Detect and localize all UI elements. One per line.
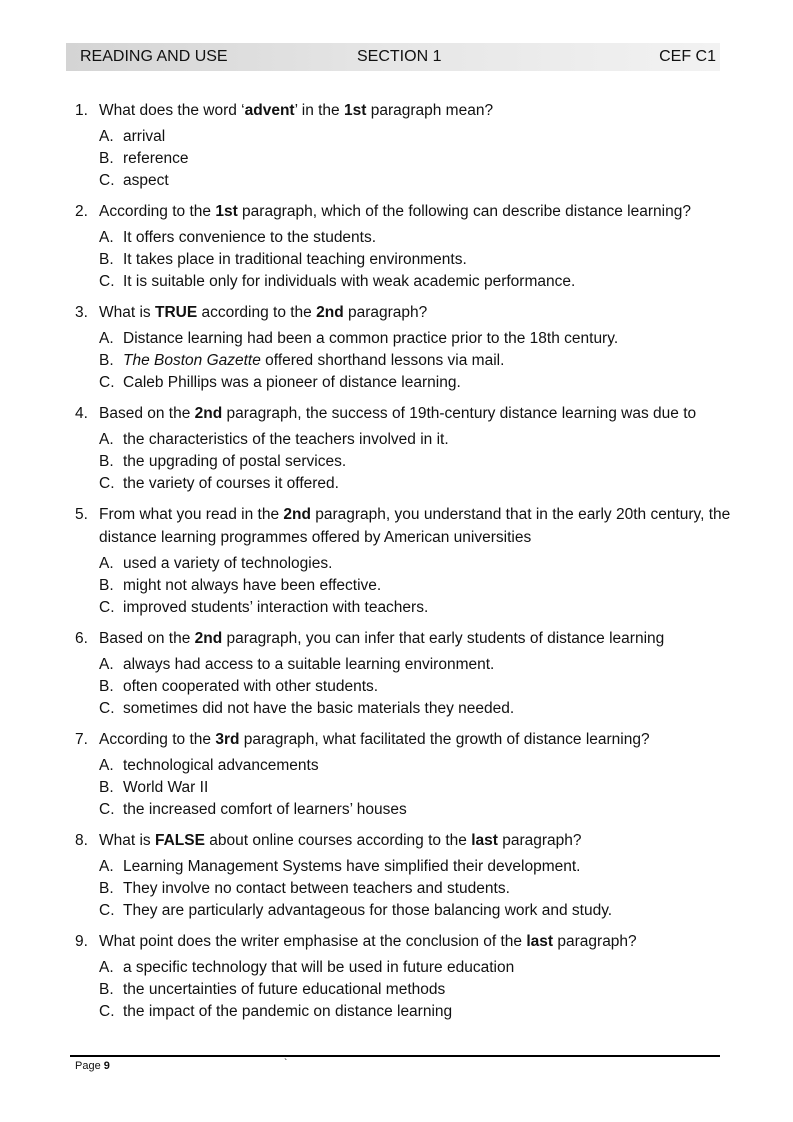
question-text-segment: FALSE (154, 832, 205, 849)
option-text-segment: the upgrading of postal services. (123, 453, 347, 470)
option-text (123, 372, 461, 394)
option-a (99, 654, 735, 676)
option-text-segment: technological advancements (123, 757, 319, 774)
option-letter: C. (99, 374, 115, 391)
option-text-segment: Learning Management Systems have simplified their development. (123, 858, 581, 875)
question-line (75, 301, 735, 324)
question-text-segment: paragraph, what facilitated the growth of distance learning? (239, 731, 650, 748)
question-number: 6. (75, 630, 88, 647)
options (99, 654, 735, 720)
question-2 (75, 200, 735, 293)
option-b (99, 777, 735, 799)
question-text-segment: paragraph, you understand that in the early 20th century, the distance learning programmes offered by American universities (99, 506, 731, 546)
option-letter: B. (99, 150, 114, 167)
option-letter: B. (99, 251, 114, 268)
option-letter: C. (99, 902, 115, 919)
question-text-segment: What point does the writer emphasise at the conclusion of the (99, 933, 527, 950)
option-letter: C. (99, 475, 115, 492)
option-a (99, 755, 735, 777)
question-line (75, 627, 735, 650)
option-letter: B. (99, 453, 114, 470)
option-b (99, 575, 735, 597)
option-text-segment: used a variety of technologies. (123, 555, 333, 572)
page-label: Page (75, 1060, 101, 1072)
option-text-segment: It is suitable only for individuals with weak academic performance. (123, 273, 576, 290)
option-c (99, 170, 735, 192)
option-text (123, 429, 449, 451)
option-a (99, 429, 735, 451)
option-b (99, 878, 735, 900)
option-letter: A. (99, 555, 114, 572)
option-a (99, 126, 735, 148)
option-c (99, 799, 735, 821)
question-text-segment: 1st (215, 203, 238, 220)
option-text-segment: often cooperated with other students. (123, 678, 379, 695)
option-a (99, 328, 735, 350)
option-a (99, 227, 735, 249)
option-c (99, 372, 735, 394)
option-letter: B. (99, 981, 114, 998)
option-text (123, 473, 339, 495)
option-text (123, 878, 510, 900)
question-line (75, 99, 735, 122)
question-line (75, 930, 735, 953)
question-number: 5. (75, 506, 88, 523)
option-text-segment: might not always have been effective. (123, 577, 382, 594)
header-right: CEF C1 (659, 48, 716, 65)
option-letter: B. (99, 880, 114, 897)
option-text-segment: Caleb Phillips was a pioneer of distance learning. (123, 374, 461, 391)
question-line (75, 402, 735, 425)
footer-divider (70, 1055, 720, 1057)
question-line (75, 728, 735, 751)
question-text-segment: paragraph mean? (366, 102, 494, 119)
option-letter: A. (99, 229, 114, 246)
option-a (99, 856, 735, 878)
header-bar (66, 43, 720, 71)
question-3 (75, 301, 735, 394)
question-text-segment: 1st (343, 102, 367, 119)
option-text-segment: arrival (123, 128, 166, 145)
option-letter: A. (99, 330, 114, 347)
question-text (99, 402, 735, 425)
question-text (99, 728, 735, 751)
option-letter: C. (99, 1003, 115, 1020)
question-text-segment: paragraph? (497, 832, 582, 849)
question-line (75, 503, 735, 549)
question-text (99, 301, 735, 324)
option-letter: B. (99, 352, 114, 369)
option-text (123, 654, 494, 676)
question-text-segment: paragraph? (343, 304, 428, 321)
option-text (123, 249, 467, 271)
option-text-segment: the impact of the pandemic on distance learning (123, 1003, 453, 1020)
option-c (99, 1001, 735, 1023)
question-text-segment: 2nd (194, 630, 223, 647)
question-number: 3. (75, 304, 88, 321)
option-b (99, 148, 735, 170)
question-text-segment: 3rd (215, 731, 240, 748)
question-text-segment: 2nd (316, 304, 344, 321)
option-text-segment: They involve no contact between teachers and students. (123, 880, 510, 897)
option-text (123, 900, 612, 922)
option-c (99, 900, 735, 922)
question-text-segment: last (471, 832, 498, 849)
option-letter: A. (99, 757, 114, 774)
option-letter: A. (99, 128, 114, 145)
option-text (123, 698, 514, 720)
question-line (75, 200, 735, 223)
question-text-segment: According to the (99, 731, 216, 748)
option-c (99, 473, 735, 495)
question-text-segment: advent (244, 102, 295, 119)
option-c (99, 271, 735, 293)
option-b (99, 350, 735, 372)
option-text-segment: always had access to a suitable learning environment. (123, 656, 495, 673)
option-text (123, 126, 165, 148)
option-text (123, 856, 581, 878)
option-letter: C. (99, 172, 115, 189)
option-text (123, 755, 319, 777)
option-text-segment: Distance learning had been a common practice prior to the 18th century. (123, 330, 619, 347)
options (99, 227, 735, 293)
option-text-segment: aspect (123, 172, 169, 189)
option-text-segment: the variety of courses it offered. (123, 475, 339, 492)
question-list (75, 99, 735, 1031)
question-text-segment: last (526, 933, 554, 950)
option-text (123, 597, 428, 619)
options (99, 126, 735, 192)
question-number: 9. (75, 933, 88, 950)
option-text-segment: World War II (123, 779, 209, 796)
option-text (123, 553, 332, 575)
option-letter: A. (99, 858, 114, 875)
option-a (99, 553, 735, 575)
options (99, 429, 735, 495)
page-number-value: 9 (103, 1060, 110, 1072)
option-letter: C. (99, 599, 115, 616)
question-text-segment: 2nd (194, 405, 223, 422)
option-letter: A. (99, 656, 114, 673)
option-text-segment: It takes place in traditional teaching environments. (123, 251, 467, 268)
option-c (99, 597, 735, 619)
options (99, 957, 735, 1023)
question-4 (75, 402, 735, 495)
question-9 (75, 930, 735, 1023)
question-text-segment: From what you read in the (99, 506, 284, 523)
option-c (99, 698, 735, 720)
question-text (99, 829, 735, 852)
question-text-segment: What does the word ‘ (99, 102, 245, 119)
option-text-segment: sometimes did not have the basic materials they needed. (123, 700, 515, 717)
question-text-segment: Based on the (99, 405, 195, 422)
question-text-segment: paragraph, the success of 19th-century distance learning was due to (222, 405, 697, 422)
option-letter: C. (99, 273, 115, 290)
option-b (99, 979, 735, 1001)
option-text (123, 676, 378, 698)
header-left: READING AND USE (80, 48, 228, 65)
question-text-segment: What is (99, 304, 155, 321)
question-text-segment: ’ in the (294, 102, 344, 119)
stray-mark: ` (284, 1058, 288, 1069)
option-letter: B. (99, 577, 114, 594)
question-text (99, 930, 735, 953)
option-text (123, 170, 169, 192)
question-number: 4. (75, 405, 88, 422)
option-text (123, 271, 575, 293)
option-letter: A. (99, 959, 114, 976)
option-text-segment: reference (123, 150, 189, 167)
question-text-segment: According to the (99, 203, 216, 220)
option-text-segment: It offers convenience to the students. (123, 229, 377, 246)
option-text (123, 1001, 452, 1023)
question-number: 1. (75, 102, 88, 119)
question-text-segment: paragraph? (553, 933, 637, 950)
option-letter: B. (99, 779, 114, 796)
question-text-segment: according to the (197, 304, 317, 321)
option-text-segment: The Boston Gazette (123, 352, 261, 369)
question-text (99, 200, 735, 223)
option-text (123, 328, 618, 350)
option-letter: C. (99, 801, 115, 818)
option-text-segment: a specific technology that will be used in future education (123, 959, 515, 976)
option-text (123, 451, 346, 473)
options (99, 553, 735, 619)
question-1 (75, 99, 735, 192)
option-text (123, 799, 407, 821)
option-a (99, 957, 735, 979)
question-5 (75, 503, 735, 619)
option-text-segment: offered shorthand lessons via mail. (260, 352, 505, 369)
question-text-segment: 2nd (283, 506, 311, 523)
option-text (123, 350, 504, 372)
option-letter: C. (99, 700, 115, 717)
option-text (123, 957, 514, 979)
option-b (99, 249, 735, 271)
question-8 (75, 829, 735, 922)
option-text-segment: They are particularly advantageous for those balancing work and study. (123, 902, 613, 919)
options (99, 856, 735, 922)
question-7 (75, 728, 735, 821)
question-text-segment: paragraph, you can infer that early students of distance learning (222, 630, 665, 647)
option-text-segment: improved students’ interaction with teachers. (123, 599, 429, 616)
option-text (123, 148, 188, 170)
question-line (75, 829, 735, 852)
page-number (75, 1060, 110, 1072)
option-text (123, 227, 376, 249)
option-text (123, 979, 445, 1001)
option-letter: A. (99, 431, 114, 448)
options (99, 755, 735, 821)
question-text-segment: about online courses according to the (204, 832, 472, 849)
question-number: 7. (75, 731, 88, 748)
option-text-segment: the increased comfort of learners’ houses (123, 801, 407, 818)
question-text-segment: TRUE (154, 304, 198, 321)
option-text-segment: the characteristics of the teachers involved in it. (123, 431, 449, 448)
question-6 (75, 627, 735, 720)
option-b (99, 676, 735, 698)
question-text (99, 503, 735, 549)
question-text (99, 99, 735, 122)
option-text (123, 575, 381, 597)
question-number: 8. (75, 832, 88, 849)
options (99, 328, 735, 394)
header-center: SECTION 1 (357, 48, 442, 65)
question-text-segment: paragraph, which of the following can describe distance learning? (237, 203, 691, 220)
question-number: 2. (75, 203, 88, 220)
option-letter: B. (99, 678, 114, 695)
question-text (99, 627, 735, 650)
option-text-segment: the uncertainties of future educational methods (123, 981, 446, 998)
option-text (123, 777, 208, 799)
question-text-segment: What is (99, 832, 155, 849)
question-text-segment: Based on the (99, 630, 195, 647)
option-b (99, 451, 735, 473)
